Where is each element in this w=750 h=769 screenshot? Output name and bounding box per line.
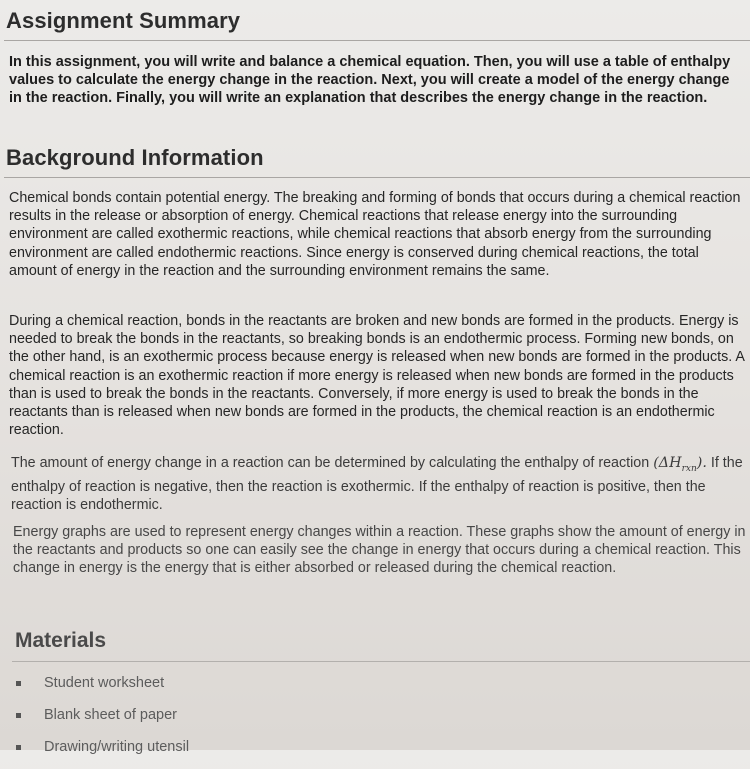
list-item: Blank sheet of paper [16, 705, 189, 737]
background-paragraph-4: Energy graphs are used to represent energy changes within a reaction. These graphs show the amount of energy in the reactants and products so one can easily see the change in energy that occurs during a chemical reaction. This change in energy is the energy that is either absorbed or released during the chemical reaction. [13, 524, 746, 577]
background-paragraph-3 [11, 454, 746, 514]
assignment-summary-divider [4, 40, 750, 41]
background-information-heading: Background Information [6, 145, 264, 170]
bullet-icon [16, 713, 21, 718]
background-paragraph-2: During a chemical reaction, bonds in the reactants are broken and new bonds are formed in the products. Energy is needed to break the bonds in the reactants, so breaking bonds is an endothermic process. Forming new bonds, on the other hand, is an exothermic process because energy is released when new bonds are formed in the products. A chemical reaction is an exothermic reaction if more energy is released when new bonds are formed in the products than is used to break the bonds in the reactants. Conversely, if more energy is used to break the bonds in the reactants than is released when new bonds are formed in the products, the chemical reaction is an endothermic reaction. [9, 313, 745, 439]
materials-divider [12, 661, 750, 662]
bullet-icon [16, 681, 21, 686]
assignment-summary-text: In this assignment, you will write and balance a chemical equation. Then, you will use a table of enthalpy values to calculate the energy change in the reaction. Next, you will create a model of the energy change in the reaction. Finally, you will write an explanation that describes the energy change in the reaction. [9, 54, 731, 107]
list-item: Drawing/writing utensil [16, 737, 189, 769]
list-item: Student worksheet [16, 673, 189, 705]
assignment-summary-heading: Assignment Summary [6, 8, 241, 33]
background-information-divider [4, 177, 750, 178]
enthalpy-symbol: $(\Delta H_{rxn})$. [653, 455, 707, 474]
background-paragraph-1: Chemical bonds contain potential energy. The breaking and forming of bonds that occurs during a chemical reaction results in the release or absorption of energy. Chemical reactions that release energy into the surrounding environment are called exothermic reactions, while chemical reactions that absorb energy from the surrounding environment are called endothermic reactions. Since energy is conserved during chemical reactions, the total amount of energy in the reaction and the surrounding environment remains the same. [9, 190, 741, 279]
paragraph-3-start: The amount of energy change in a reaction can be determined by calculating the enthalpy of reaction [11, 455, 650, 471]
materials-heading: Materials [15, 629, 107, 652]
materials-list [16, 673, 189, 769]
paragraph-3-end: If the enthalpy of reaction is negative, then the reaction is exothermic. If the enthalpy of reaction is positive, then the reaction is endothermic. [11, 455, 743, 514]
bullet-icon [16, 745, 21, 750]
